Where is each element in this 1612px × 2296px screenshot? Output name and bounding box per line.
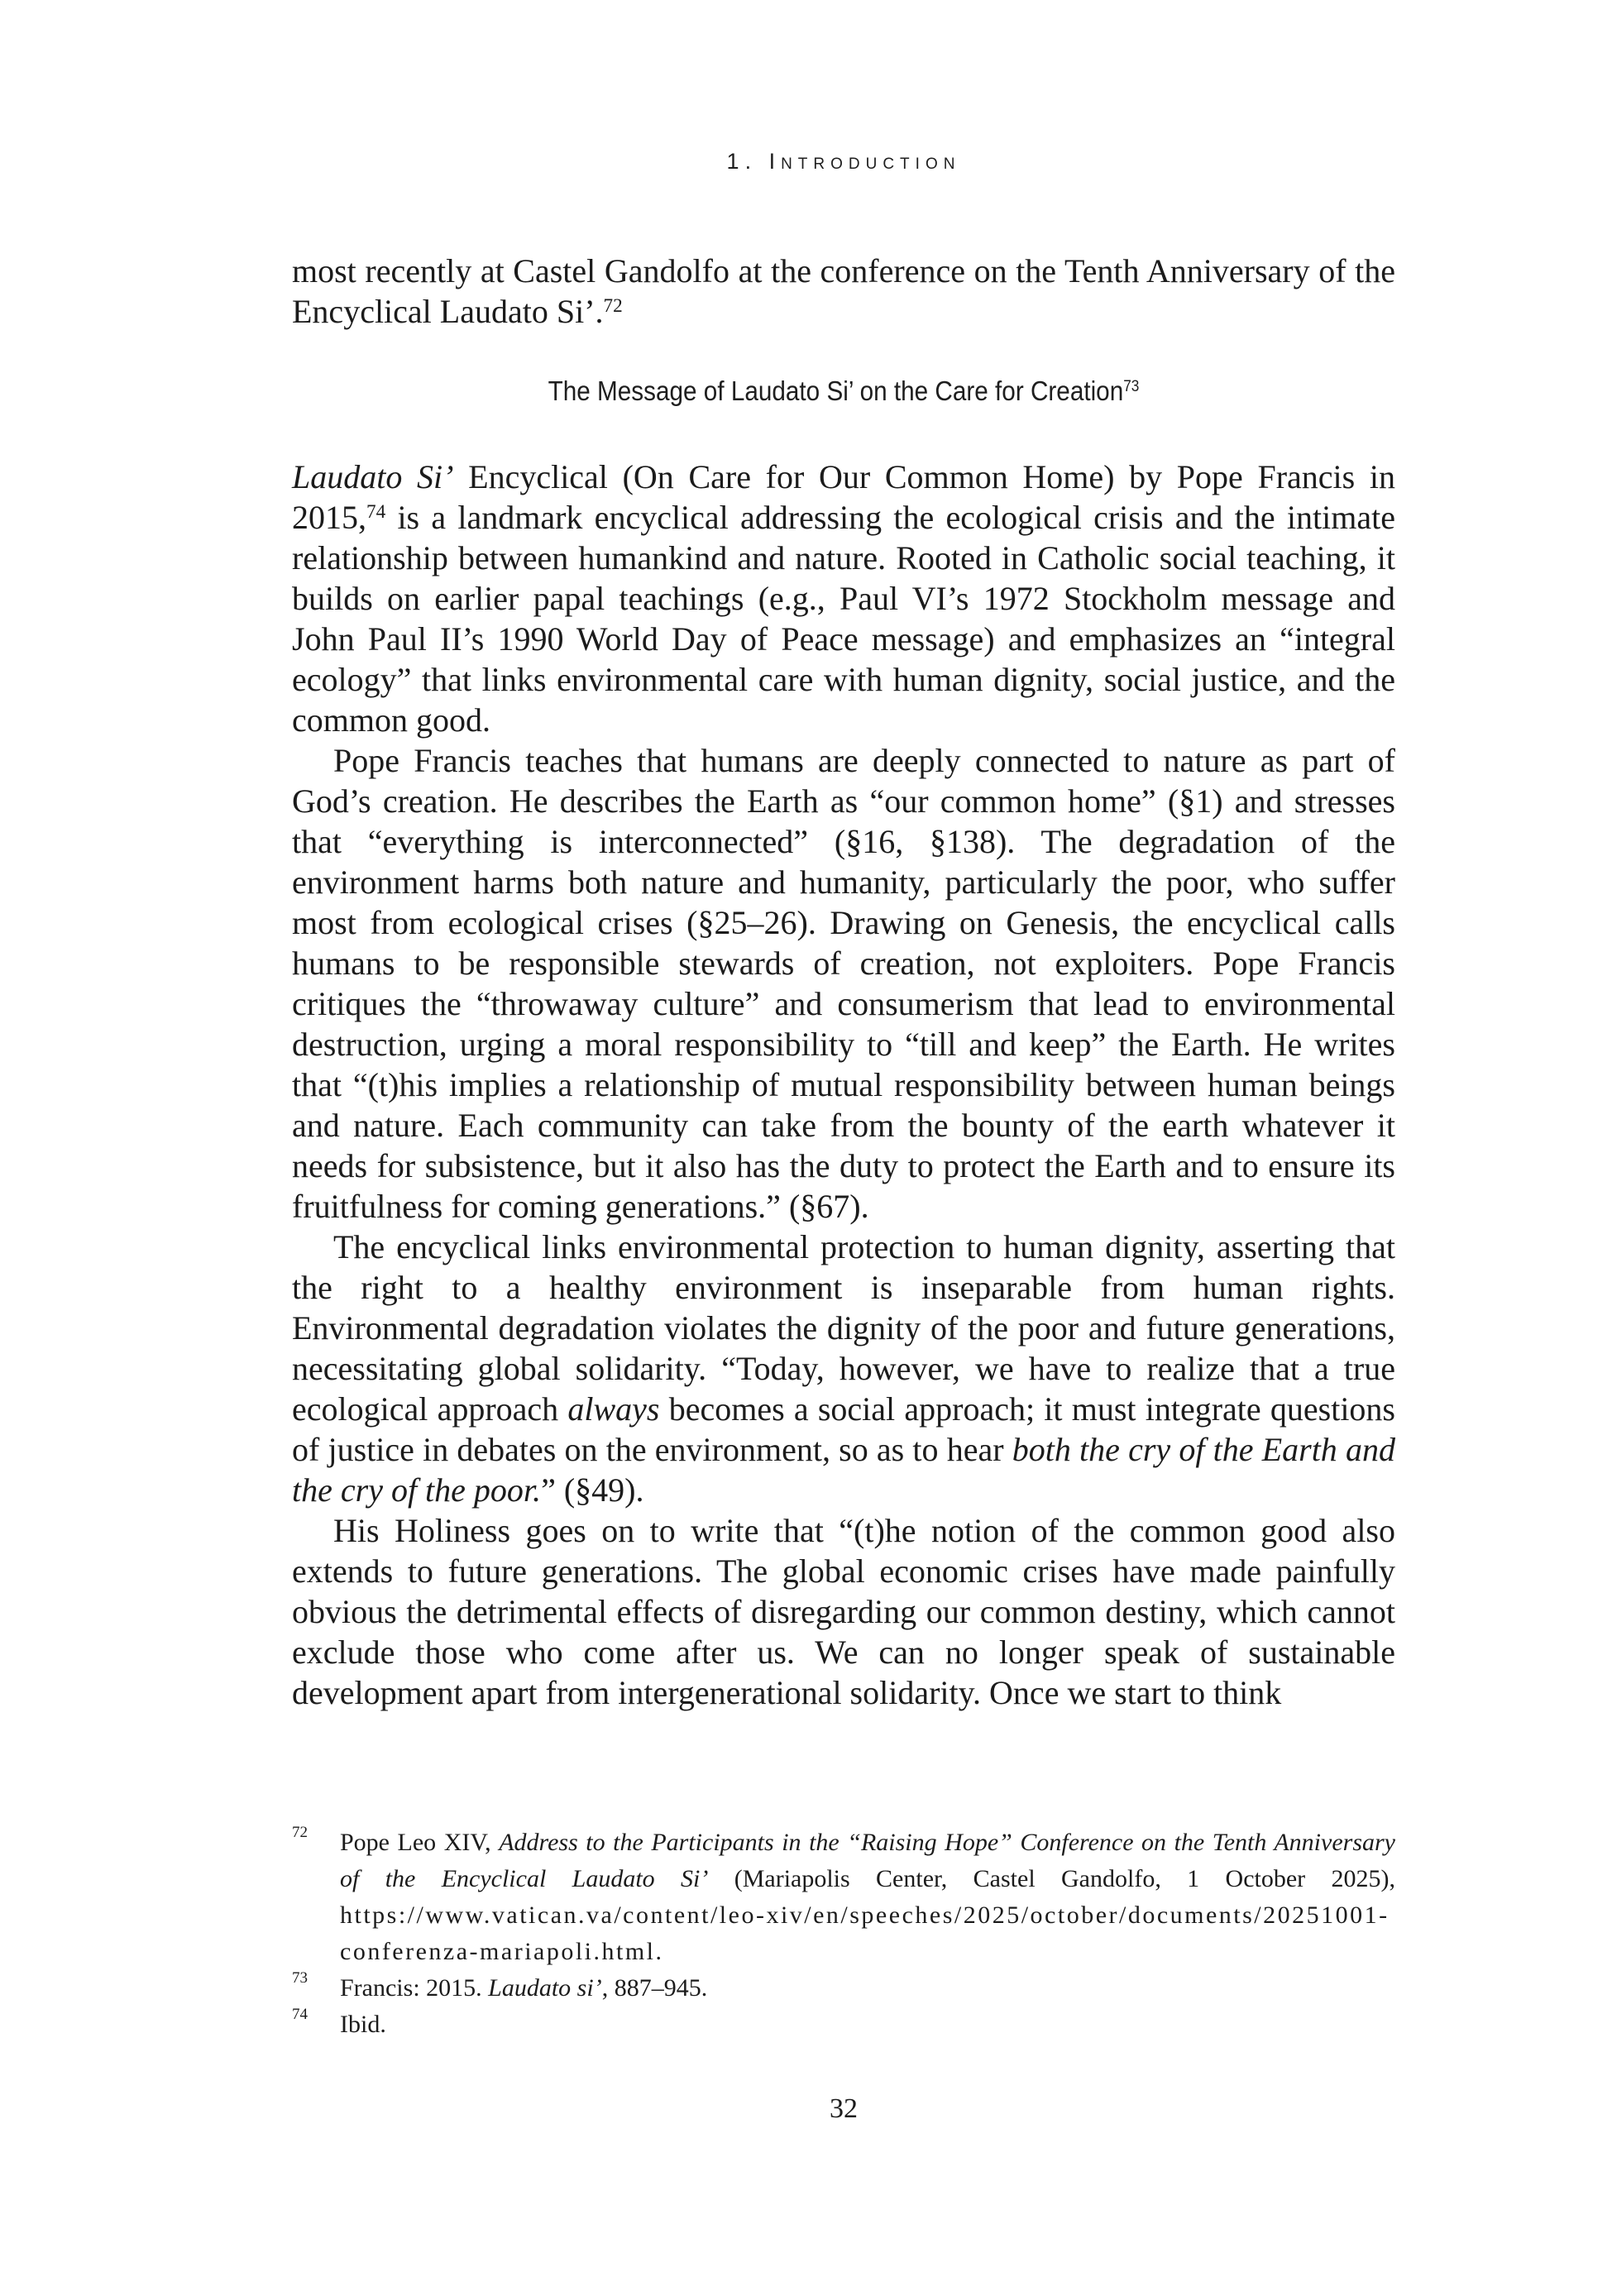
footnote-ref: 72 <box>603 295 623 318</box>
text-segment: (Mariapolis Center, Castel Gandolfo, 1 October 2025), <box>708 1865 1395 1892</box>
text-segment: Laudato si’ <box>488 1974 602 2002</box>
footnote-ref: 74 <box>366 501 386 524</box>
text-segment: Laudato Si’ <box>292 458 454 495</box>
text-segment: is a landmark encyclical addressing the ecological crisis and the intimate relationship between humankind and nature. Rooted in Catholic social teaching, it builds on earlier papal teachings (e.g., Paul VI’s 1972 Stockholm message and John Paul II’s 1990 World Day of Peace message) and emphasizes an “integral ecology” that links environmental care with human dignity, social justice, and the common good. <box>292 499 1395 739</box>
footnotes-block <box>292 1825 1395 2043</box>
text-segment: most recently at Castel Gandolfo at the conference on the Tenth Anniversary of the Encyclical Laudato Si’. <box>292 252 1395 330</box>
section-heading <box>347 371 1341 411</box>
text-segment: Encyclical (On Care for Our Common Home) by Pope Francis in 2015, <box>292 458 1396 536</box>
body-paragraph <box>292 740 1395 1227</box>
text-segment: both the cry of the Earth and the cry of the poor. <box>292 1431 1395 1509</box>
footnote-text <box>340 1829 1395 1965</box>
body-paragraph <box>292 1510 1395 1713</box>
footnote-number: 73 <box>292 1969 308 1987</box>
text-segment: His Holiness goes on to write that “(t)he notion of the common good also extends to future generations. The global economic crises have made painfully obvious the detrimental effects of disregarding our common destiny, which cannot exclude those who come after us. We can no longer speak of sustainable development apart from intergenerational solidarity. Once we start to think <box>292 1512 1395 1711</box>
page-body <box>292 251 1395 1713</box>
footnote-number: 74 <box>292 2006 308 2023</box>
body-paragraph-continuation <box>292 251 1395 332</box>
footnote <box>292 1970 1395 2007</box>
text-segment: https://www.vatican.va/content/leo-xiv/en/speeches/2025/october/documents/20251001-conferenza-mariapoli.html <box>340 1901 1390 1965</box>
body-paragraph <box>292 457 1395 740</box>
text-segment: Pope Leo XIV, <box>340 1829 500 1856</box>
text-segment: , 887–945. <box>601 1974 708 2002</box>
footnote-text <box>340 2011 386 2038</box>
footnote-number: 72 <box>292 1824 308 1841</box>
text-segment: Address to the Participants in the “Raising Hope” Conference on the Tenth Anniversary of the Encyclical Laudato Si’ <box>340 1829 1395 1892</box>
footnote <box>292 1825 1395 1970</box>
footnote-text <box>340 1974 707 2002</box>
text-segment: . <box>655 1938 662 1965</box>
text-segment: becomes a social approach; it must integrate questions of justice in debates on the environment, so as to hear <box>292 1390 1395 1468</box>
running-head: 1. Introduction <box>726 149 961 174</box>
text-segment: The encyclical links environmental protection to human dignity, asserting that the right to a healthy environment is inseparable from human rights. Environmental degradation violates the dignity of the poor and future generations, necessitating global solidarity. “Today, however, we have to realize that a true ecological approach <box>292 1228 1395 1428</box>
text-segment: ” (§49). <box>541 1471 644 1509</box>
body-paragraph <box>292 1227 1395 1510</box>
footnote-ref: 73 <box>1123 378 1140 396</box>
text-segment: Ibid. <box>340 2011 386 2038</box>
text-segment: Francis: 2015. <box>340 1974 489 2002</box>
text-segment: The Message of Laudato Si’ on the Care for Creation <box>548 375 1124 406</box>
footnote <box>292 2007 1395 2043</box>
text-segment: always <box>567 1390 660 1428</box>
page-number: 32 <box>830 2093 858 2124</box>
text-segment: Pope Francis teaches that humans are deeply connected to nature as part of God’s creation. He describes the Earth as “our common home” (§1) and stresses that “everything is interconnected” (§16, §138). The degradation of the environment harms both nature and humanity, particularly the poor, who suffer most from ecological crises (§25–26). Drawing on Genesis, the encyclical calls humans to be responsible stewards of creation, not exploiters. Pope Francis critiques the “throwaway culture” and consumerism that lead to environmental destruction, urging a moral responsibility to “till and keep” the Earth. He writes that “(t)his implies a relationship of mutual responsibility between human beings and nature. Each community can take from the bounty of the earth whatever it needs for subsistence, but it also has the duty to protect the Earth and to ensure its fruitfulness for coming generations.” (§67). <box>292 742 1395 1225</box>
